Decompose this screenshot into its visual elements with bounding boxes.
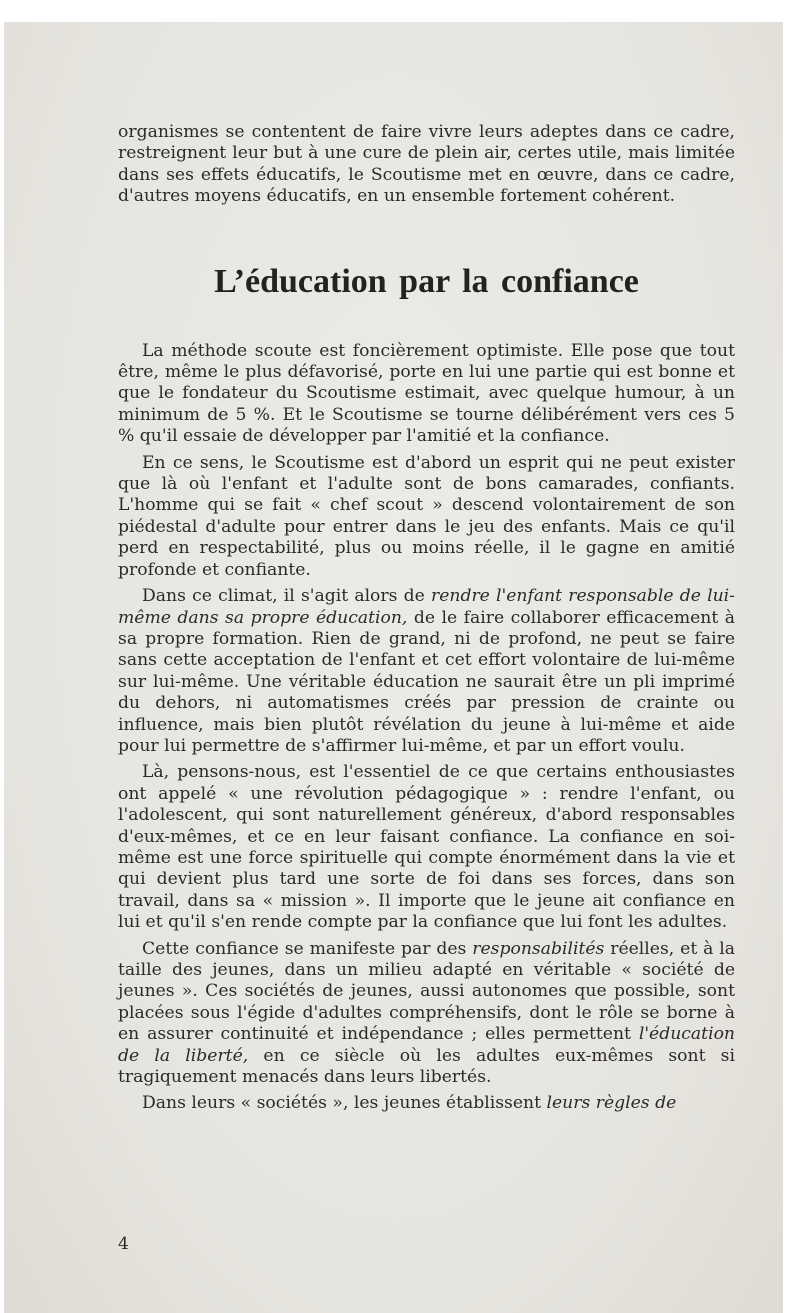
section-title: L’éducation par la confiance: [214, 262, 639, 300]
intro-paragraph: organismes se contentent de faire vivre leurs adeptes dans ce cadre, restreignent leur but à une cure de plein air, certes utile, mais limitée dans ses effets éducatifs, le Scoutisme met en œuvre, dans ce cadre, d'autres moyens éducatifs, en un ensemble fortement cohérent.: [118, 122, 735, 207]
page-number: 4: [118, 1234, 129, 1254]
paragraph-climate: [118, 586, 735, 757]
paragraph-revolution: Là, pensons-nous, est l'essentiel de ce que certains enthousiastes ont appelé « une révolution pédagogique » : rendre l'enfant, ou l'adolescent, qui sont naturellement généreux, d'abord responsables d'eux-mêmes, et ce en leur faisant confiance. La confiance en soi-même est une force spirituelle qui compte énormément dans la vie et qui devient plus tard une sorte de foi dans ses forces, dans son travail, dans sa « mission ». Il importe que le jeune ait confiance en lui et qu'il s'en rende compte par la confiance que lui font les adultes.: [118, 762, 735, 933]
paragraph-responsibilities-emphasis-2: l'éducation de la liberté,: [118, 1024, 735, 1066]
paragraph-responsibilities-text-a: Cette confiance se manifeste par des: [142, 938, 473, 959]
paragraph-responsibilities-emphasis-1: responsabilités: [472, 938, 605, 959]
paragraph-societies-text-a: Dans leurs « sociétés », les jeunes établissent: [142, 1093, 547, 1114]
paragraph-societies: [118, 1093, 735, 1114]
paragraph-climate-text-b: de le faire collaborer efficacement à sa propre formation. Rien de grand, ni de profond, ne peut se faire sans cette acceptation de l'enfant et cet effort volontaire de lui-même sur lui-même. Une véritable éducation ne saurait être un pli imprimé du dehors, ni automatismes créés par pression de crainte ou influence, mais bien plutôt révélation du jeune à lui-même et aide pour lui permettre de s'affirmer lui-même, et par un effort voulu.: [118, 607, 735, 756]
paragraph-climate-emphasis: rendre l'enfant responsable de lui-même dans sa propre éducation,: [118, 586, 735, 628]
page-text: [118, 122, 735, 1115]
paragraph-societies-emphasis: leurs règles de: [546, 1093, 677, 1114]
paragraph-optimism: La méthode scoute est foncièrement optimiste. Elle pose que tout être, même le plus défavorisé, porte en lui une partie qui est bonne et que le fondateur du Scoutisme estimait, avec quelque humour, à un minimum de 5 %. Et le Scoutisme se tourne délibérément vers ces 5 % qu'il essaie de développer par l'amitié et la confiance.: [118, 340, 735, 447]
paragraph-spirit: En ce sens, le Scoutisme est d'abord un esprit qui ne peut exister que là où l'enfant et l'adulte sont de bons camarades, confiants. L'homme qui se fait « chef scout » descend volontairement de son piédestal d'adulte pour entrer dans le jeu des enfants. Mais ce qu'il perd en respectabilité, plus ou moins réelle, il le gagne en amitié profonde et confiante.: [118, 452, 735, 580]
paragraph-climate-text-a: Dans ce climat, il s'agit alors de: [142, 586, 431, 607]
paragraph-responsibilities-text-c: en ce siècle où les adultes eux-mêmes sont si tragiquement menacés dans leurs libertés.: [118, 1045, 735, 1088]
book-page: [4, 22, 783, 1313]
paragraph-responsibilities-text-b: réelles, et à la taille des jeunes, dans un milieu adapté en véritable « société de jeunes ». Ces sociétés de jeunes, aussi autonomes que possible, sont placées sous l'égide d'adultes compréhensifs, dont le rôle se borne à en assurer continuité et indépendance ; elles permettent: [118, 938, 735, 1045]
paragraph-responsibilities: [118, 939, 735, 1089]
